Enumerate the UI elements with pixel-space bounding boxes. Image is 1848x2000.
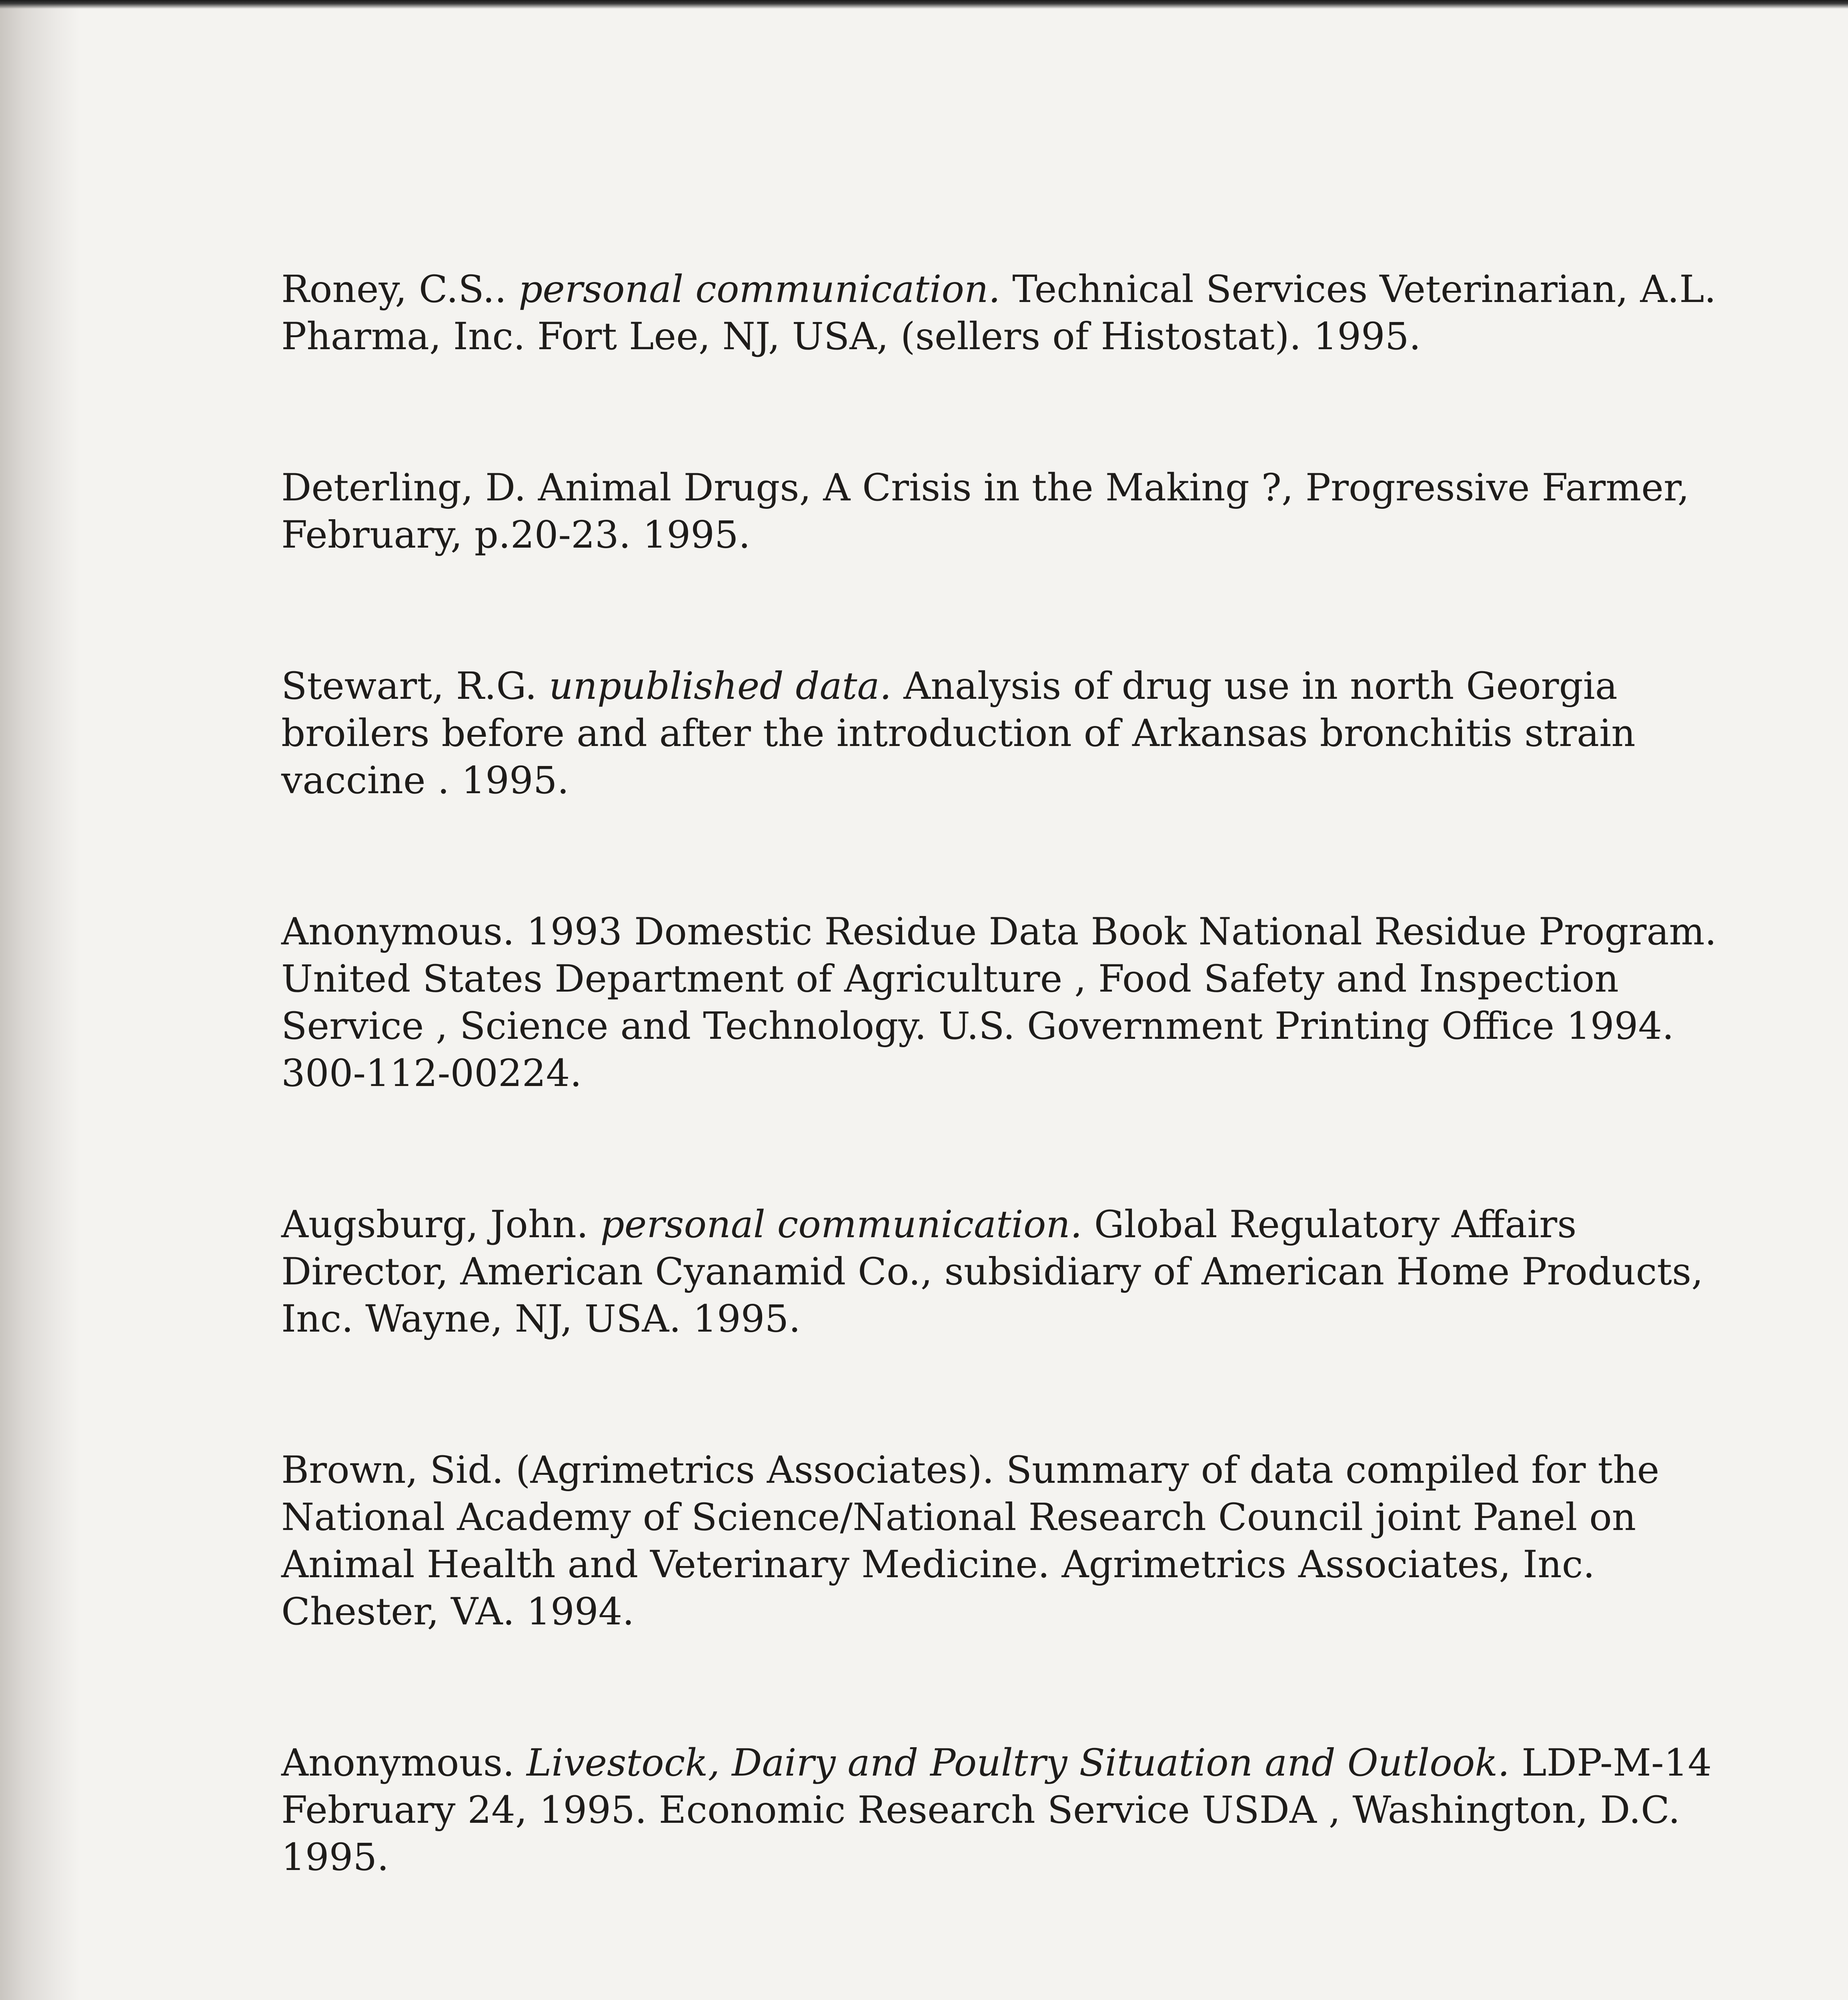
- reference-details: LDP-M-14 February 24, 1995. Economic Research Service USDA , Washington, D.C. 1995.: [281, 1741, 1712, 1879]
- reference-details: Animal Drugs, A Crisis in the Making ?, Progressive Farmer, February, p.20-23. 1995.: [281, 466, 1690, 557]
- reference-author: Anonymous.: [281, 910, 515, 954]
- reference-details: (Agrimetrics Associates). Summary of data compiled for the National Academy of Science/National Research Council joint Panel on Animal Health and Veterinary Medicine. Agrimetrics Associates, Inc. Chester, VA. 1994.: [281, 1448, 1660, 1634]
- reference-entry: [281, 1201, 1738, 1343]
- reference-italic: Livestock, Dairy and Poultry Situation and Outlook.: [526, 1741, 1510, 1785]
- reference-details: Technical Services Veterinarian, A.L. Pharma, Inc. Fort Lee, NJ, USA, (sellers of Histostat). 1995.: [281, 268, 1716, 358]
- page-gutter-shadow: [0, 0, 80, 2000]
- reference-author: Stewart, R.G.: [281, 664, 537, 708]
- reference-details: Global Regulatory Affairs Director, American Cyanamid Co., subsidiary of American Home Products, Inc. Wayne, NJ, USA. 1995.: [281, 1203, 1704, 1341]
- reference-entry: [281, 663, 1738, 804]
- reference-author: Augsburg, John.: [281, 1203, 589, 1246]
- reference-list: [281, 266, 1738, 1985]
- reference-italic: personal communication.: [519, 268, 1001, 311]
- reference-author: Roney, C.S..: [281, 268, 507, 311]
- reference-entry: [281, 908, 1738, 1097]
- reference-entry: [281, 266, 1738, 360]
- reference-author: Brown, Sid.: [281, 1448, 504, 1492]
- reference-details: 1993 Domestic Residue Data Book National Residue Program. United States Department of Agriculture , Food Safety and Inspection Service , Science and Technology. U.S. Government Printing Office 1994. 300-112-00224.: [281, 910, 1717, 1095]
- reference-details: Analysis of drug use in north Georgia broilers before and after the introduction of Arkansas bronchitis strain vaccine . 1995.: [281, 664, 1636, 802]
- reference-italic: personal communication.: [600, 1203, 1082, 1246]
- scan-top-edge: [0, 0, 1848, 9]
- reference-author: Anonymous.: [281, 1741, 515, 1785]
- reference-author: Deterling, D.: [281, 466, 526, 510]
- reference-italic: unpublished data.: [549, 664, 892, 708]
- reference-entry: [281, 464, 1738, 559]
- reference-entry: [281, 1447, 1738, 1636]
- reference-entry: [281, 1740, 1738, 1881]
